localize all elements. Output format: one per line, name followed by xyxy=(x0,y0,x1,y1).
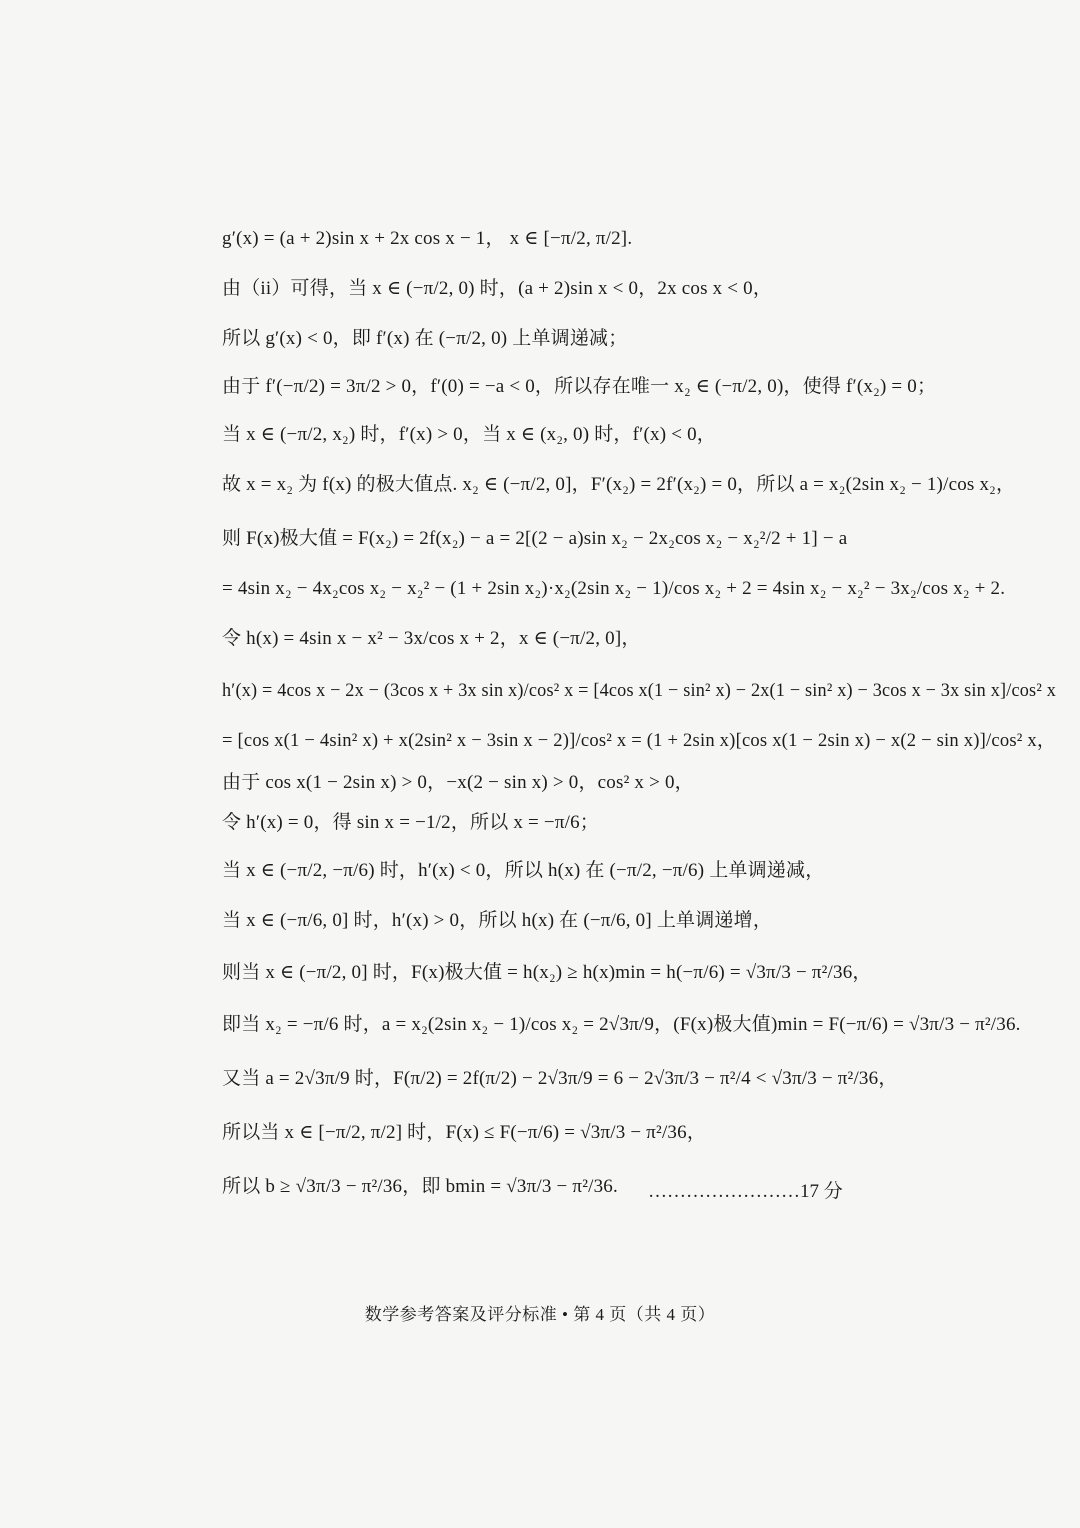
solution-line: h′(x) = 4cos x − 2x − (3cos x + 3x sin x)/cos² x = [4cos x(1 − sin² x) − 2x(1 − sin² x) − 3cos x − 3x sin x]/cos² x xyxy=(222,680,1057,701)
solution-line: 所以 b ≥ √3π/3 − π²/36，即 bmin = √3π/3 − π²/36. xyxy=(222,1176,618,1197)
page-footer: 数学参考答案及评分标准 • 第 4 页（共 4 页） xyxy=(364,1305,716,1324)
solution-line: g′(x) = (a + 2)sin x + 2x cos x − 1， x ∈ [−π/2, π/2]. xyxy=(222,228,633,249)
solution-line: 即当 x₂ = −π/6 时，a = x₂(2sin x₂ − 1)/cos x₂ = 2√3π/9，(F(x)极大值)min = F(−π/6) = √3π/3 − π²/36. xyxy=(222,1014,1021,1035)
solution-line: 令 h′(x) = 0，得 sin x = −1/2，所以 x = −π/6； xyxy=(222,812,600,833)
solution-line: 所以 g′(x) < 0，即 f′(x) 在 (−π/2, 0) 上单调递减； xyxy=(222,328,628,349)
solution-line: 则 F(x)极大值 = F(x₂) = 2f(x₂) − a = 2[(2 − a)sin x₂ − 2x₂cos x₂ − x₂²/2 + 1] − a xyxy=(222,528,848,549)
solution-line: 当 x ∈ (−π/2, −π/6) 时，h′(x) < 0，所以 h(x) 在 (−π/2, −π/6) 上单调递减， xyxy=(222,860,825,881)
solution-line: 所以当 x ∈ [−π/2, π/2] 时，F(x) ≤ F(−π/6) = √3π/3 − π²/36， xyxy=(222,1122,707,1143)
solution-line: = 4sin x₂ − 4x₂cos x₂ − x₂² − (1 + 2sin x₂)·x₂(2sin x₂ − 1)/cos x₂ + 2 = 4sin x₂ − x₂² − 3x₂/cos x₂ + 2. xyxy=(222,578,1006,599)
solution-line: 由（ii）可得，当 x ∈ (−π/2, 0) 时，(a + 2)sin x < 0，2x cos x < 0， xyxy=(222,278,773,299)
solution-line: 令 h(x) = 4sin x − x² − 3x/cos x + 2，x ∈ (−π/2, 0]， xyxy=(222,628,641,649)
score-marker: ……………………17 分 xyxy=(648,1181,843,1202)
solution-line: 当 x ∈ (−π/6, 0] 时，h′(x) > 0，所以 h(x) 在 (−π/6, 0] 上单调递增， xyxy=(222,910,773,931)
solution-line: = [cos x(1 − 4sin² x) + x(2sin² x − 3sin x − 2)]/cos² x = (1 + 2sin x)[cos x(1 − 2sin x) − x(2 − sin x)]/cos² x， xyxy=(222,730,1056,751)
solution-line: 则当 x ∈ (−π/2, 0] 时，F(x)极大值 = h(x₂) ≥ h(x)min = h(−π/6) = √3π/3 − π²/36， xyxy=(222,962,872,983)
solution-line: 由于 f′(−π/2) = 3π/2 > 0，f′(0) = −a < 0，所以存在唯一 x₂ ∈ (−π/2, 0)，使得 f′(x₂) = 0； xyxy=(222,376,937,397)
solution-line: 又当 a = 2√3π/9 时，F(π/2) = 2f(π/2) − 2√3π/9 = 6 − 2√3π/3 − π²/4 < √3π/3 − π²/36， xyxy=(222,1068,898,1089)
solution-line: 由于 cos x(1 − 2sin x) > 0，−x(2 − sin x) > 0，cos² x > 0， xyxy=(222,772,694,793)
solution-line: 当 x ∈ (−π/2, x₂) 时，f′(x) > 0，当 x ∈ (x₂, 0) 时，f′(x) < 0， xyxy=(222,424,716,445)
solution-line: 故 x = x₂ 为 f(x) 的极大值点. x₂ ∈ (−π/2, 0]，F′(x₂) = 2f′(x₂) = 0，所以 a = x₂(2sin x₂ − 1)/cos x₂， xyxy=(222,474,1016,495)
